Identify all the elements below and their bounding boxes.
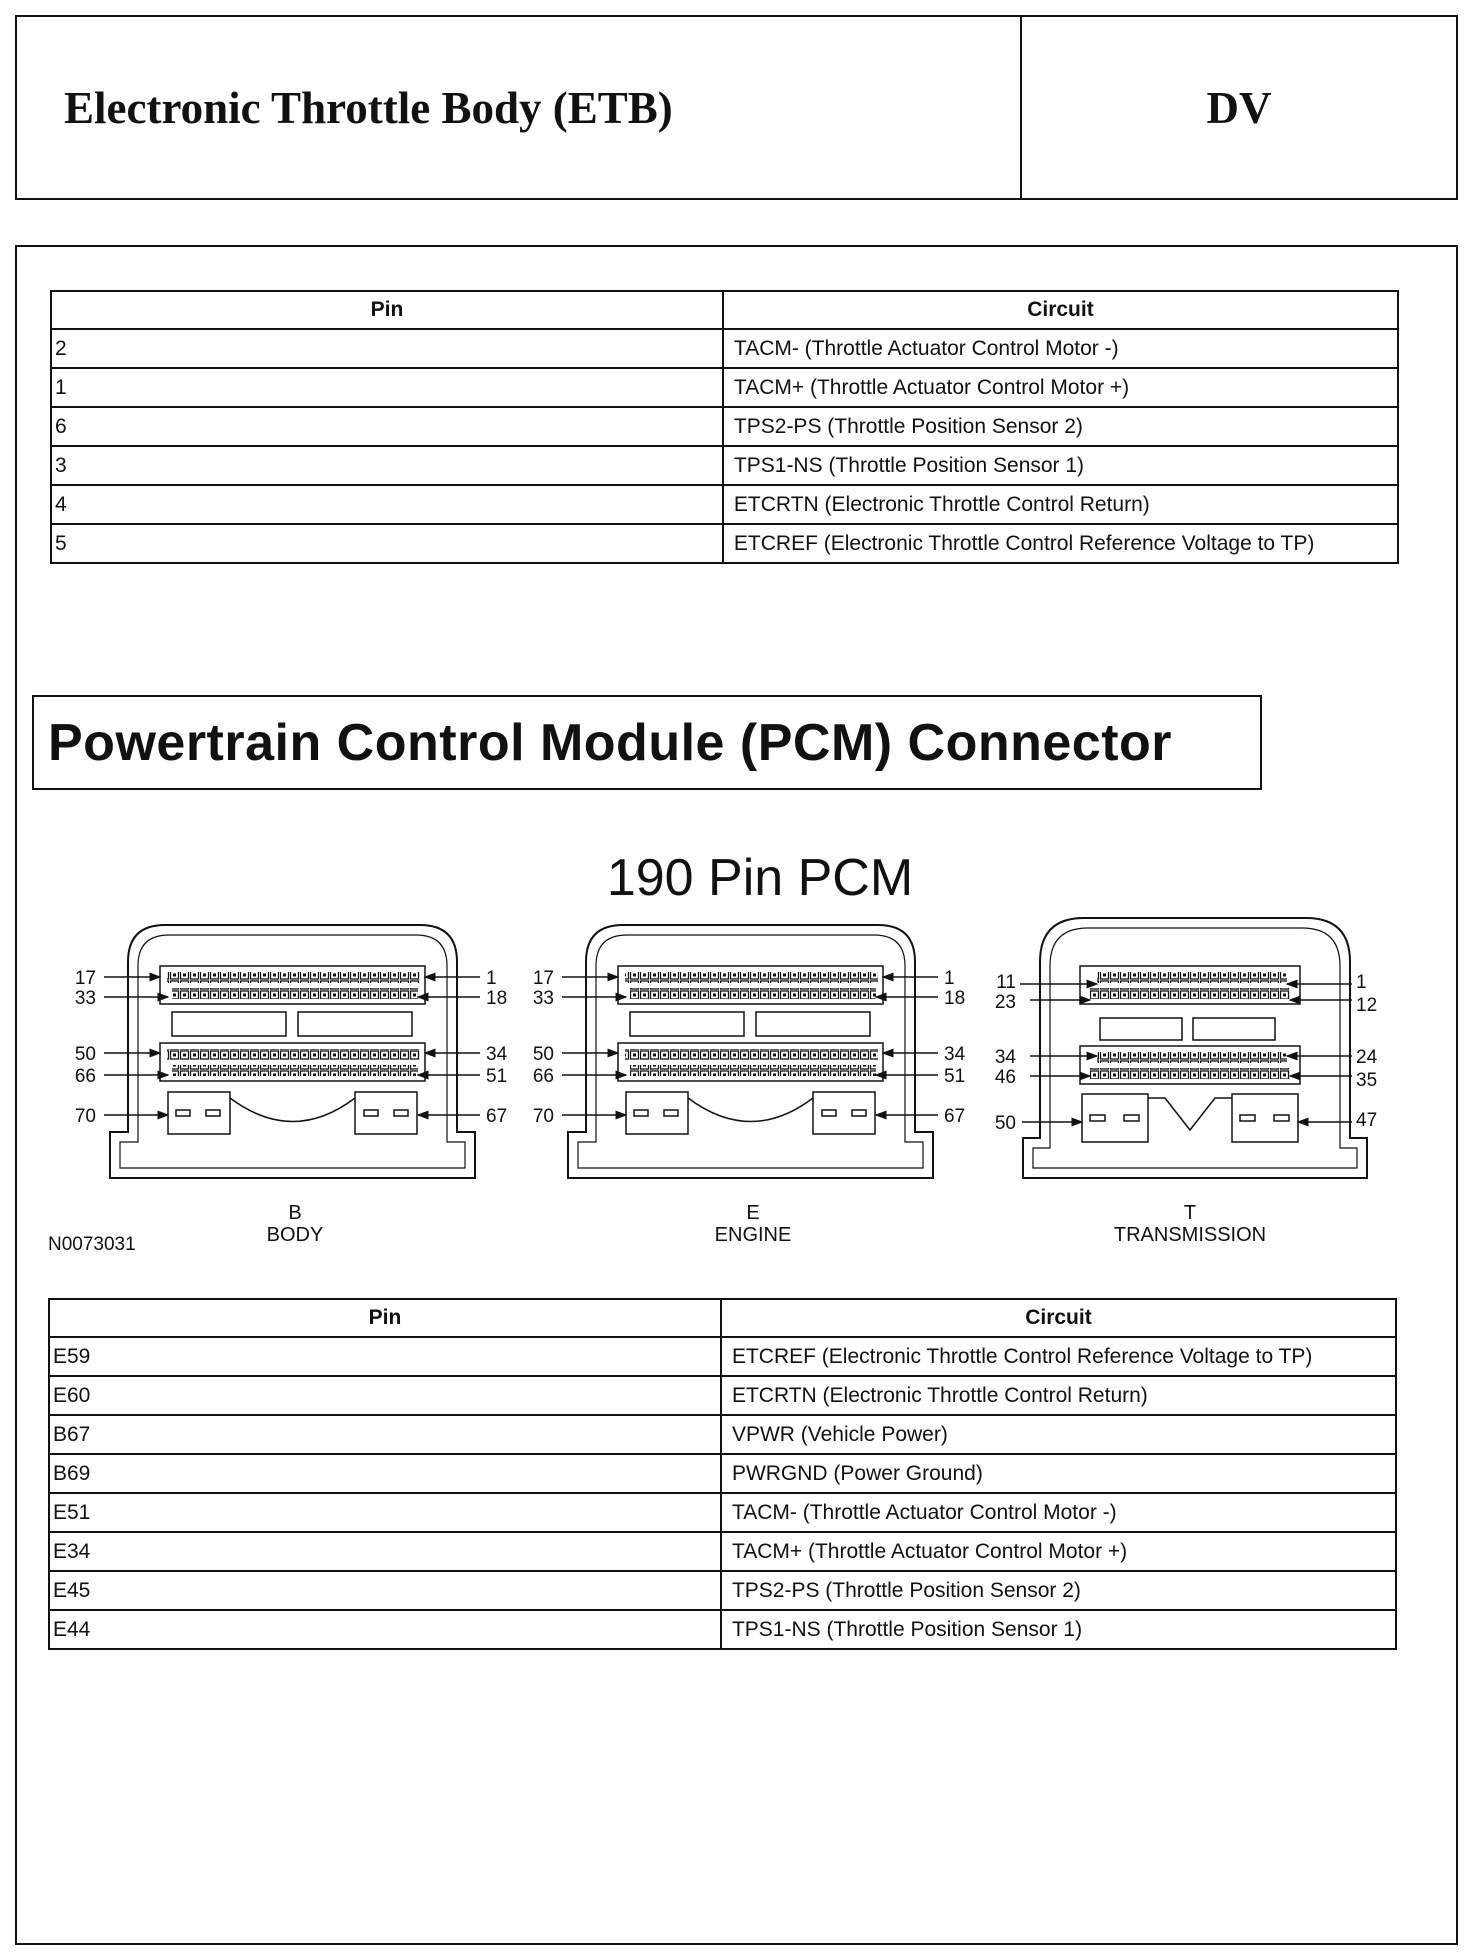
pin-label: 34 xyxy=(944,1044,966,1065)
pin-label: 46 xyxy=(994,1067,1016,1088)
pin-label: 51 xyxy=(486,1066,508,1087)
connector-name: BODY xyxy=(266,1224,324,1246)
pin-cell: 5 xyxy=(51,524,723,563)
table-row xyxy=(51,524,1398,563)
circuit-cell: TACM- (Throttle Actuator Control Motor -) xyxy=(721,1493,1396,1532)
pin-label: 34 xyxy=(994,1047,1016,1068)
pcm-section-heading: Powertrain Control Module (PCM) Connector xyxy=(32,695,1262,790)
diagram-title: 190 Pin PCM xyxy=(606,849,914,907)
pin-label: 24 xyxy=(1356,1047,1378,1068)
circuit-cell: TACM- (Throttle Actuator Control Motor -) xyxy=(723,329,1398,368)
circuit-cell: VPWR (Vehicle Power) xyxy=(721,1415,1396,1454)
circuit-column-header: Circuit xyxy=(721,1299,1396,1337)
connector-name: TRANSMISSION xyxy=(1113,1224,1267,1246)
pin-label: 50 xyxy=(994,1113,1016,1134)
table-row xyxy=(49,1493,1396,1532)
pin-label: 67 xyxy=(944,1106,966,1127)
page-header xyxy=(15,15,1458,200)
pin-cell: E45 xyxy=(49,1571,721,1610)
table-row xyxy=(49,1337,1396,1376)
pin-cell: 1 xyxy=(51,368,723,407)
circuit-cell: TPS1-NS (Throttle Position Sensor 1) xyxy=(723,446,1398,485)
figure-code: N0073031 xyxy=(48,1234,136,1255)
pin-label: 1 xyxy=(944,968,955,989)
table-row xyxy=(51,368,1398,407)
pin-cell: E60 xyxy=(49,1376,721,1415)
circuit-cell: TPS2-PS (Throttle Position Sensor 2) xyxy=(721,1571,1396,1610)
table-row xyxy=(49,1454,1396,1493)
pin-label: 35 xyxy=(1356,1070,1378,1091)
connector-engine-label xyxy=(683,1202,823,1246)
pin-cell: 3 xyxy=(51,446,723,485)
pin-label: 23 xyxy=(994,992,1016,1013)
pin-cell: E51 xyxy=(49,1493,721,1532)
table-row xyxy=(49,1571,1396,1610)
table-row xyxy=(51,485,1398,524)
pin-label: 11 xyxy=(996,972,1016,993)
table-row xyxy=(51,329,1398,368)
pin-label: 34 xyxy=(486,1044,508,1065)
table-row xyxy=(51,407,1398,446)
table-row xyxy=(49,1376,1396,1415)
pin-label: 1 xyxy=(1356,972,1367,993)
circuit-cell: ETCRTN (Electronic Throttle Control Return) xyxy=(721,1376,1396,1415)
table-header-row xyxy=(51,291,1398,329)
circuit-cell: ETCREF (Electronic Throttle Control Reference Voltage to TP) xyxy=(723,524,1398,563)
circuit-cell: TACM+ (Throttle Actuator Control Motor +) xyxy=(721,1532,1396,1571)
circuit-cell: TACM+ (Throttle Actuator Control Motor +) xyxy=(723,368,1398,407)
table-header-row xyxy=(49,1299,1396,1337)
circuit-cell: ETCRTN (Electronic Throttle Control Return) xyxy=(723,485,1398,524)
pin-cell: 6 xyxy=(51,407,723,446)
circuit-cell: ETCREF (Electronic Throttle Control Reference Voltage to TP) xyxy=(721,1337,1396,1376)
pin-cell: E44 xyxy=(49,1610,721,1649)
page-code: DV xyxy=(1206,82,1272,133)
pin-label: 47 xyxy=(1356,1110,1378,1131)
pin-cell: E59 xyxy=(49,1337,721,1376)
etb-pin-table xyxy=(50,290,1399,564)
circuit-cell: PWRGND (Power Ground) xyxy=(721,1454,1396,1493)
pin-label: 66 xyxy=(532,1066,554,1087)
pin-cell: 2 xyxy=(51,329,723,368)
pin-label: 33 xyxy=(74,988,96,1009)
table-row xyxy=(49,1532,1396,1571)
pin-cell: E34 xyxy=(49,1532,721,1571)
circuit-cell: TPS2-PS (Throttle Position Sensor 2) xyxy=(723,407,1398,446)
pcm-pin-table xyxy=(48,1298,1397,1650)
connector-letter: T xyxy=(1183,1202,1197,1224)
pin-label: 67 xyxy=(486,1106,508,1127)
pin-label: 66 xyxy=(74,1066,96,1087)
pin-label: 33 xyxy=(532,988,554,1009)
circuit-column-header: Circuit xyxy=(723,291,1398,329)
connector-letter: E xyxy=(746,1202,760,1224)
pin-label: 50 xyxy=(532,1044,554,1065)
table-row xyxy=(49,1415,1396,1454)
pin-cell: 4 xyxy=(51,485,723,524)
connector-letter: B xyxy=(288,1202,302,1224)
pin-cell: B67 xyxy=(49,1415,721,1454)
pin-label: 1 xyxy=(486,968,497,989)
connector-name: ENGINE xyxy=(714,1224,792,1246)
pin-label: 12 xyxy=(1356,995,1378,1016)
pin-label: 17 xyxy=(74,968,96,989)
pin-cell: B69 xyxy=(49,1454,721,1493)
pin-column-header: Pin xyxy=(49,1299,721,1337)
pin-label: 18 xyxy=(944,988,966,1009)
pin-label: 17 xyxy=(532,968,554,989)
pin-column-header: Pin xyxy=(51,291,723,329)
connector-body-label xyxy=(225,1202,365,1246)
pin-label: 51 xyxy=(944,1066,966,1087)
table-row xyxy=(49,1610,1396,1649)
page-title: Electronic Throttle Body (ETB) xyxy=(17,17,1022,198)
table-row xyxy=(51,446,1398,485)
connector-transmission-label xyxy=(1085,1202,1295,1246)
pin-label: 70 xyxy=(532,1106,554,1127)
pin-label: 18 xyxy=(486,988,508,1009)
pin-label: 50 xyxy=(74,1044,96,1065)
circuit-cell: TPS1-NS (Throttle Position Sensor 1) xyxy=(721,1610,1396,1649)
pin-label: 70 xyxy=(74,1106,96,1127)
